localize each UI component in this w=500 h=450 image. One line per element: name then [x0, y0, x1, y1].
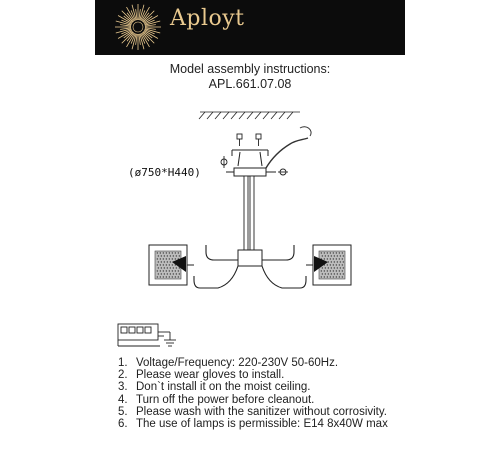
list-item: 6. The use of lamps is permissible: E14 8x40W max	[118, 418, 388, 431]
lamp-shade-right	[306, 245, 351, 285]
list-item: 4. Turn off the power before cleanout.	[118, 393, 315, 406]
screws-icon	[237, 134, 261, 146]
rotate-arrow-right-icon	[278, 169, 288, 175]
list-item: 2. Please wear gloves to install.	[118, 369, 285, 382]
mounting-bracket	[232, 150, 268, 166]
power-wire	[266, 138, 308, 168]
stem	[244, 176, 248, 250]
notes-list	[118, 357, 388, 430]
canopy	[234, 168, 266, 176]
list-item: 5. Please wash with the sanitizer without corrosivity.	[118, 405, 387, 418]
wiring-diagram	[118, 324, 176, 346]
ceiling-hatch	[199, 112, 300, 119]
model-number: APL.661.07.08	[208, 77, 292, 91]
dimensions-label: (ø750*H440)	[128, 166, 201, 179]
rotate-arrow-left-icon	[221, 156, 227, 168]
instructions-title: Model assembly instructions:	[169, 62, 331, 76]
list-item: 1. Voltage/Frequency: 220-230V 50-60Hz.	[118, 357, 339, 369]
hub	[238, 250, 262, 266]
lamp-shade-left	[149, 245, 194, 285]
brand-name: Aployt	[170, 6, 245, 31]
list-item: 3. Don`t install it on the moist ceiling.	[118, 381, 311, 394]
